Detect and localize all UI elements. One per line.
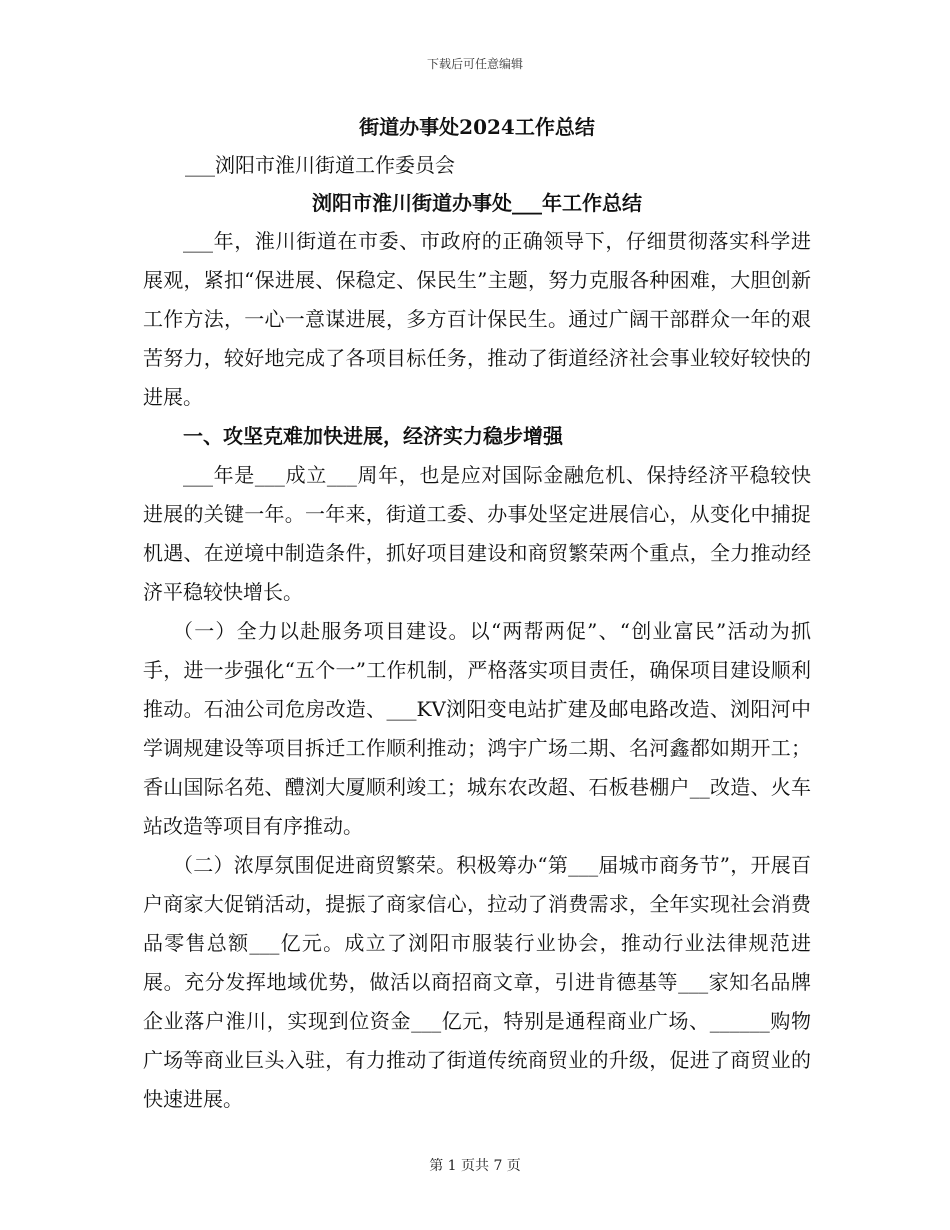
page-number: 第 1 页共 7 页 bbox=[429, 1158, 521, 1174]
document-subline: ___浏阳市淮川街道工作委员会 bbox=[185, 153, 455, 177]
section1-paragraph-2: （一）全力以赴服务项目建设。以“两帮两促”、“创业富民”活动为抓手，进一步强化“五个一”工作机制，严格落实项目责任，确保项目建设顺利推动。石油公司危房改造、___KV浏阳变电站扩建及邮电路改造、浏阳河中学调规建设等项目拆迁工作顺利推动；鸿宇广场二期、名河鑫都如期开工；香山国际名苑、醴浏大厦顺利竣工；城东农改超、石板巷棚户__改造、火车站改造等项目有序推动。 bbox=[143, 619, 811, 838]
section1-paragraph-3: （二）浓厚氛围促进商贸繁荣。积极筹办“第___届城市商务节”，开展百户商家大促销活动，提振了商家信心，拉动了消费需求，全年实现社会消费品零售总额___亿元。成立了浏阳市服装行业协会，推动行业法律规范进展。充分发挥地域优势，做活以商招商文章，引进肯德基等___家知名品牌企业落户淮川，实现到位资金___亿元，特别是通程商业广场、______购物广场等商业巨头入驻，有力推动了街道传统商贸业的升级，促进了商贸业的快速进展。 bbox=[143, 853, 811, 1111]
section1-paragraph-1: ___年是___成立___周年，也是应对国际金融危机、保持经济平稳较快进展的关键一年。一年来，街道工委、办事处坚定进展信心，从变化中捕捉机遇、在逆境中制造条件，抓好项目建设和商贸繁荣两个重点，全力推动经济平稳较快增长。 bbox=[143, 463, 811, 604]
intro-paragraph: ___年，淮川街道在市委、市政府的正确领导下，仔细贯彻落实科学进展观，紧扣“保进展、保稳定、保民生”主题，努力克服各种困难，大胆创新工作方法，一心一意谋进展，多方百计保民生。通过广阔干部群众一年的艰苦努力，较好地完成了各项目标任务，推动了街道经济社会事业较好较快的进展。 bbox=[143, 229, 811, 409]
report-title: 浏阳市淮川街道办事处___年工作总结 bbox=[312, 191, 642, 215]
document-body bbox=[143, 108, 811, 1119]
section-heading-1: 一、攻坚克难加快进展，经济实力稳步增强 bbox=[183, 424, 563, 448]
header-note: 下载后可任意编辑 bbox=[426, 57, 523, 71]
document-title: 街道办事处2024工作总结 bbox=[359, 115, 595, 139]
